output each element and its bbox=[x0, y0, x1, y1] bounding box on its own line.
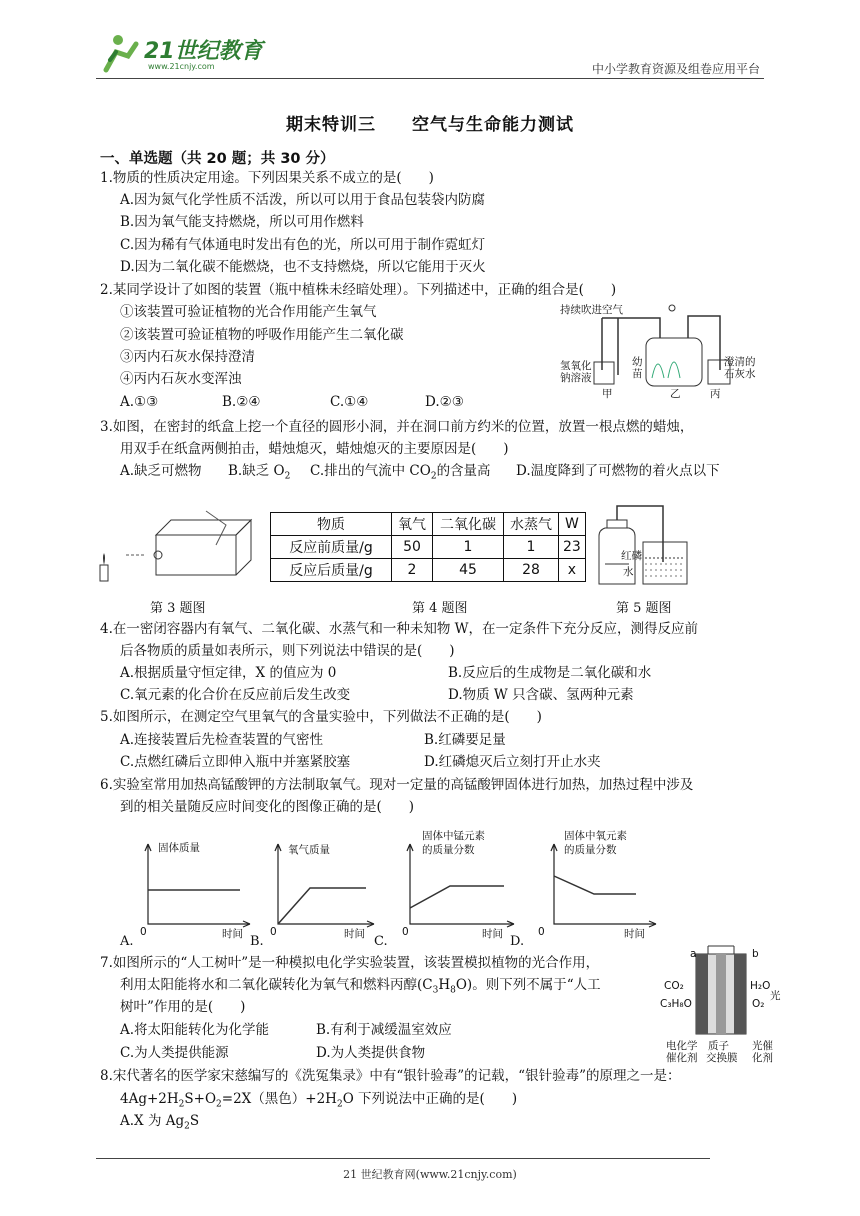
q4-option-d: D.物质 W 只含碳、氢两种元素 bbox=[448, 687, 634, 703]
q7-option-a: A.将太阳能转化为化学能 bbox=[120, 1022, 270, 1038]
q1-option-c: C.因为稀有气体通电时发出有色的光，所以可用于制作霓虹灯 bbox=[120, 237, 486, 253]
q2-stem: 2.某同学设计了如图的装置（瓶中植株未经暗处理）。下列描述中，正确的组合是( ) bbox=[100, 282, 617, 298]
graph-letter: A. bbox=[120, 934, 134, 949]
q2-option-d: D.②③ bbox=[425, 394, 464, 410]
fig-label-co2: CO₂ bbox=[664, 980, 684, 992]
graph-x-label: 时间 bbox=[624, 928, 645, 940]
header-divider bbox=[96, 78, 764, 79]
table-row bbox=[271, 513, 586, 536]
graph-y-label-2: 的质量分数 bbox=[422, 844, 475, 856]
fig-label-jia: 甲 bbox=[602, 388, 613, 400]
fig-label-seedling: 幼 bbox=[632, 356, 643, 368]
table-header: 二氧化碳 bbox=[433, 513, 504, 536]
q6-graph-d bbox=[508, 826, 658, 947]
table-row bbox=[271, 559, 586, 582]
q6-stem-1: 6.实验室常用加热高锰酸钾的方法制取氧气。现对一定量的高锰酸钾固体进行加热，加热过程中涉及 bbox=[100, 777, 694, 793]
q1-option-d: D.因为二氧化碳不能燃烧，也不支持燃烧，所以它能用于灭火 bbox=[120, 259, 486, 275]
q3-stem-1: 3.如图，在密封的纸盒上挖一个直径的圆形小洞，并在洞口前方约米的位置，放置一根点燃的蜡烛， bbox=[100, 419, 694, 435]
q3-candle-box-figure bbox=[96, 505, 256, 590]
q4-mass-table bbox=[270, 512, 586, 582]
table-header: W bbox=[559, 513, 586, 536]
fig-label-water: 水 bbox=[623, 566, 634, 578]
q5-option-c: C.点燃红磷后立即伸入瓶中并塞紧胶塞 bbox=[120, 754, 351, 770]
table-header: 氧气 bbox=[392, 513, 433, 536]
fig-label-a: a bbox=[690, 948, 697, 960]
graph-x-label: 时间 bbox=[222, 928, 243, 940]
graph-x-label: 时间 bbox=[344, 928, 365, 940]
footer: 21 世纪教育网(www.21cnjy.com) bbox=[343, 1168, 517, 1181]
footer-divider bbox=[96, 1158, 710, 1159]
fig-label-b: b bbox=[752, 948, 759, 960]
fig-label-phosphorus: 红磷 bbox=[621, 550, 642, 562]
q2-apparatus-figure bbox=[560, 300, 760, 400]
fig-label-o2: O₂ bbox=[752, 998, 765, 1010]
caption-fig3: 第 3 题图 bbox=[150, 601, 206, 616]
q4-stem-2: 后各物质的质量如表所示，则下列说法中错误的是( ) bbox=[120, 643, 455, 659]
graph-y-label: 固体中锰元素 bbox=[422, 830, 485, 842]
fig-label-yi: 乙 bbox=[670, 388, 681, 400]
fig-label-photocatalyst2: 化剂 bbox=[752, 1052, 773, 1064]
q1-option-b: B.因为氧气能支持燃烧，所以可用作燃料 bbox=[120, 214, 364, 230]
q6-graph-a bbox=[118, 832, 258, 947]
graph-origin: 0 bbox=[402, 926, 409, 938]
fig-label-naoh2: 钠溶液 bbox=[560, 372, 592, 384]
q7-option-b: B.有利于减缓温室效应 bbox=[316, 1022, 452, 1038]
q6-stem-2: 到的相关量随反应时间变化的图像正确的是( ) bbox=[120, 799, 415, 815]
q7-option-d: D.为人类提供食物 bbox=[316, 1045, 426, 1061]
table-cell: 50 bbox=[392, 536, 433, 559]
graph-origin: 0 bbox=[538, 926, 545, 938]
fig-label-naoh: 氢氧化 bbox=[560, 360, 592, 372]
q3-option-a: A.缺乏可燃物 bbox=[120, 463, 202, 479]
q7-stem-1: 7.如图所示的“人工树叶”是一种模拟电化学实验装置，该装置模拟植物的光合作用， bbox=[100, 955, 600, 971]
table-cell: 1 bbox=[433, 536, 504, 559]
fig-label-limewater2: 石灰水 bbox=[724, 368, 756, 380]
graph-letter: C. bbox=[374, 934, 388, 949]
q7-artificial-leaf-figure bbox=[660, 940, 780, 1065]
q3-stem-2: 用双手在纸盒两侧拍击，蜡烛熄灭，蜡烛熄灭的主要原因是( ) bbox=[120, 441, 509, 457]
graph-y-label: 氧气质量 bbox=[288, 844, 330, 856]
table-cell: 45 bbox=[433, 559, 504, 582]
q2-option-b: B.②④ bbox=[222, 394, 261, 410]
logo-text: 21世纪教育 bbox=[144, 39, 263, 64]
q2-item-4: ④丙内石灰水变浑浊 bbox=[120, 371, 242, 387]
section-heading: 一、单选题（共 20 题；共 30 分） bbox=[100, 151, 335, 167]
caption-fig5: 第 5 题图 bbox=[616, 601, 672, 616]
table-cell: 反应后质量/g bbox=[271, 559, 392, 582]
q4-option-c: C.氧元素的化合价在反应前后发生改变 bbox=[120, 687, 351, 703]
graph-curve bbox=[410, 886, 504, 908]
fig-label-bing: 丙 bbox=[710, 388, 721, 400]
q8-option-a: A.X 为 $Ag_2S$ bbox=[120, 1113, 200, 1132]
q7-stem-3: 树叶”作用的是( ) bbox=[120, 999, 246, 1015]
q6-graph-b bbox=[248, 832, 388, 947]
q5-option-d: D.红磷熄灭后立刻打开止水夹 bbox=[424, 754, 601, 770]
q4-option-b: B.反应后的生成物是二氧化碳和水 bbox=[448, 665, 652, 681]
graph-letter: D. bbox=[510, 934, 525, 949]
q5-stem: 5.如图所示，在测定空气里氧气的含量实验中，下列做法不正确的是( ) bbox=[100, 709, 542, 725]
graph-y-label: 固体质量 bbox=[158, 842, 200, 854]
q2-item-2: ②该装置可验证植物的呼吸作用能产生二氧化碳 bbox=[120, 327, 404, 343]
fig-label-h2o: H₂O bbox=[750, 980, 771, 992]
q3-option-c: C.排出的气流中 $CO_2$的含量高 bbox=[310, 463, 491, 482]
fig-label-catalyst: 电化学 bbox=[666, 1040, 698, 1052]
fig-label-membrane2: 交换膜 bbox=[706, 1052, 738, 1064]
q3-option-d: D.温度降到了可燃物的着火点以下 bbox=[516, 463, 720, 479]
logo bbox=[96, 30, 266, 78]
table-cell: 2 bbox=[392, 559, 433, 582]
graph-origin: 0 bbox=[140, 926, 147, 938]
q2-item-1: ①该装置可验证植物的光合作用能产生氧气 bbox=[120, 304, 377, 320]
graph-x-label: 时间 bbox=[482, 928, 503, 940]
q5-phosphorus-figure bbox=[585, 502, 695, 592]
q8-equation: $4Ag+2H_2S+O_2=2X$（黑色）$+2H_2O$ 下列说法中正确的是( ) bbox=[120, 1091, 518, 1110]
graph-letter: B. bbox=[250, 934, 264, 949]
table-header: 水蒸气 bbox=[504, 513, 559, 536]
fig-label-limewater: 澄清的 bbox=[724, 356, 756, 368]
q7-stem-2: 利用太阳能将水和二氧化碳转化为氧气和燃料丙醇$(C_3H_8O)$。则下列不属于“人工 bbox=[120, 977, 601, 996]
q5-option-b: B.红磷要足量 bbox=[424, 732, 506, 748]
q5-option-a: A.连接装置后先检查装置的气密性 bbox=[120, 732, 324, 748]
q2-option-c: C.①④ bbox=[330, 394, 369, 410]
table-cell: 23 bbox=[559, 536, 586, 559]
graph-y-label: 固体中氧元素 bbox=[564, 830, 627, 842]
graph-curve bbox=[278, 888, 366, 924]
fig-label-seedling2: 苗 bbox=[632, 368, 643, 380]
graph-origin: 0 bbox=[270, 926, 277, 938]
graph-curve bbox=[554, 876, 636, 894]
q8-stem-1: 8.宋代著名的医学家宋慈编写的《洗冤集录》中有“银针验毒”的记载，“银针验毒”的原理之一是： bbox=[100, 1068, 681, 1084]
caption-fig4: 第 4 题图 bbox=[412, 601, 468, 616]
q4-stem-1: 4.在一密闭容器内有氧气、二氧化碳、水蒸气和一种未知物 W，在一定条件下充分反应，测得反应前 bbox=[100, 621, 699, 637]
q2-item-3: ③丙内石灰水保持澄清 bbox=[120, 349, 255, 365]
fig-label-light: 光 bbox=[770, 990, 781, 1002]
graph-y-label-2: 的质量分数 bbox=[564, 844, 617, 856]
table-cell: 反应前质量/g bbox=[271, 536, 392, 559]
q6-graph-c bbox=[372, 826, 525, 949]
table-cell: 1 bbox=[504, 536, 559, 559]
q1-stem: 1.物质的性质决定用途。下列因果关系不成立的是( ) bbox=[100, 170, 434, 186]
fig-label-catalyst2: 催化剂 bbox=[666, 1052, 698, 1064]
fig-label-c3h8o: C₃H₈O bbox=[660, 998, 692, 1010]
q4-option-a: A.根据质量守恒定律，X 的值应为 0 bbox=[120, 665, 337, 681]
q2-option-a: A.①③ bbox=[120, 394, 159, 410]
table-header: 物质 bbox=[271, 513, 392, 536]
q7-option-c: C.为人类提供能源 bbox=[120, 1045, 229, 1061]
fig-label-membrane: 质子 bbox=[708, 1040, 729, 1052]
platform-name: 中小学教育资源及组卷应用平台 bbox=[591, 62, 760, 76]
q1-option-a: A.因为氮气化学性质不活泼，所以可以用于食品包装袋内防腐 bbox=[120, 192, 486, 208]
q3-option-b: B.缺乏 $O_2$ bbox=[228, 463, 291, 482]
fig-label-photocatalyst: 光催 bbox=[752, 1040, 773, 1052]
fig-label-air: 持续吹进空气 bbox=[560, 304, 623, 316]
page-title: 期末特训三 空气与生命能力测试 bbox=[286, 115, 574, 135]
logo-url: www.21cnjy.com bbox=[148, 62, 215, 71]
table-row bbox=[271, 536, 586, 559]
table-cell: x bbox=[559, 559, 586, 582]
table-cell: 28 bbox=[504, 559, 559, 582]
